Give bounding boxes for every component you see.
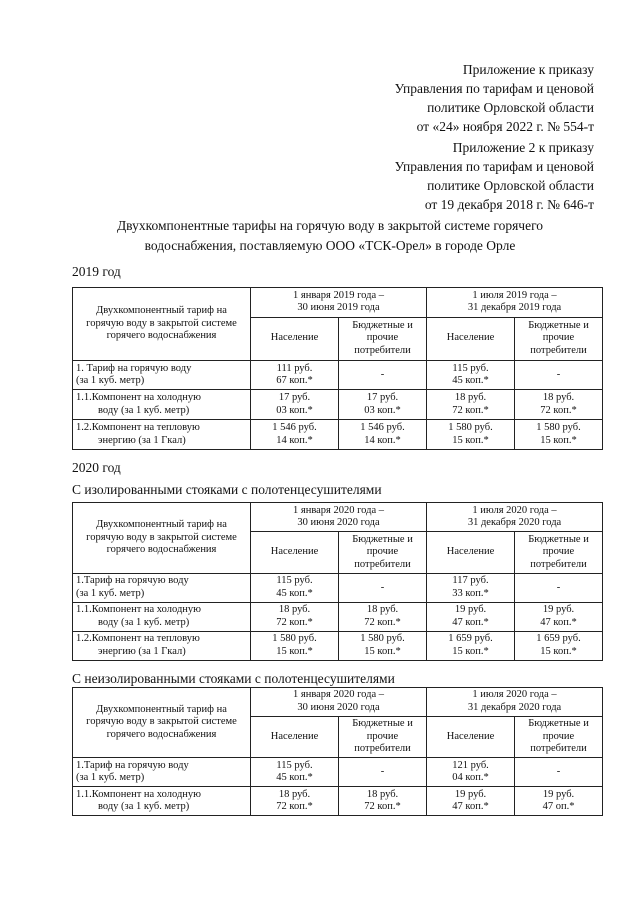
- period-1-header: [251, 288, 427, 318]
- value-line: 18 руб.: [454, 392, 487, 404]
- tariff-value-cell: [339, 573, 427, 602]
- value-line: -: [380, 581, 385, 593]
- value-line: 1 580 руб.: [448, 422, 493, 434]
- value-line: 19 руб.: [542, 788, 575, 800]
- tariff-value-cell: [515, 420, 603, 450]
- table-row: [73, 390, 603, 420]
- tariff-value-cell: [427, 360, 515, 390]
- table-row: [73, 758, 603, 787]
- tariff-value-cell: [427, 420, 515, 450]
- table-row: [73, 360, 603, 390]
- value-line: -: [380, 766, 385, 778]
- value-line: 15 коп.*: [540, 434, 577, 446]
- tariff-value-cell: [515, 787, 603, 816]
- value-line: 19 руб.: [454, 788, 487, 800]
- value-line: 67 коп.*: [276, 375, 313, 387]
- label-line: воду (за 1 куб. метр): [98, 616, 190, 628]
- tariff-value-cell: [251, 360, 339, 390]
- budget-consumers-column-header: [339, 317, 427, 360]
- label-line: энергию (за 1 Гкал): [98, 645, 186, 657]
- tariff-row-label: [73, 602, 251, 631]
- label-line: 1.1.Компонент на холодную: [76, 788, 202, 800]
- value-line: 18 руб.: [366, 604, 399, 616]
- period-line: 30 июня 2020 года: [297, 701, 380, 713]
- label-line: 1.1.Компонент на холодную: [76, 392, 202, 404]
- period-line: 1 января 2020 года –: [293, 504, 385, 516]
- budget-consumers-column-header: [515, 716, 603, 758]
- tariff-value-cell: [339, 390, 427, 420]
- value-line: 15 коп.*: [276, 645, 313, 657]
- period-line: 1 июля 2020 года –: [472, 504, 557, 516]
- year-2019-heading: 2019 год: [72, 264, 121, 279]
- tariff-value-cell: [251, 758, 339, 787]
- value-line: 33 коп.*: [452, 587, 489, 599]
- tariff-value-cell: [427, 787, 515, 816]
- population-column-header: Население: [251, 317, 339, 360]
- value-line: 18 руб.: [366, 788, 399, 800]
- header-line: Бюджетные и: [528, 319, 589, 331]
- value-line: -: [556, 368, 561, 380]
- period-line: 1 июля 2020 года –: [472, 689, 557, 701]
- tariff-value-cell: [427, 573, 515, 602]
- header-line: потребители: [530, 743, 587, 755]
- tariff-value-cell: [515, 758, 603, 787]
- document-title: [60, 216, 600, 256]
- tariff-row-label: [73, 787, 251, 816]
- table-header-row: [73, 503, 603, 532]
- header-line: потребители: [530, 344, 587, 356]
- tariff-value-cell: [251, 390, 339, 420]
- appendix-2-header: [395, 138, 594, 214]
- label-line: воду (за 1 куб. метр): [98, 801, 190, 813]
- period-2-header: [427, 503, 603, 532]
- population-column-header: Население: [251, 532, 339, 574]
- value-line: 47 коп.*: [452, 801, 489, 813]
- header-line: Управления по тарифам и ценовой: [394, 81, 594, 96]
- value-line: 14 коп.*: [276, 434, 313, 446]
- header-line: Управления по тарифам и ценовой: [394, 159, 594, 174]
- table-header-row: [73, 688, 603, 717]
- period-1-header: [251, 688, 427, 717]
- value-line: 15 коп.*: [452, 645, 489, 657]
- table-row: [73, 573, 603, 602]
- header-line: политике Орловской области: [427, 100, 594, 115]
- value-line: 1 546 руб.: [272, 422, 317, 434]
- value-line: 04 коп.*: [452, 772, 489, 784]
- tariff-row-label: [73, 420, 251, 450]
- tariff-value-cell: [339, 360, 427, 390]
- budget-consumers-column-header: [339, 716, 427, 758]
- header-line: прочие: [366, 730, 399, 742]
- header-line: Бюджетные и: [352, 319, 413, 331]
- nonisolated-risers-heading: С неизолированными стояками с полотенцесушителями: [72, 671, 395, 686]
- header-line: от «24» ноября 2022 г. № 554-т: [416, 119, 594, 134]
- value-line: 47 оп.*: [542, 801, 575, 813]
- value-line: 03 коп.*: [276, 404, 313, 416]
- value-line: 1 580 руб.: [360, 633, 405, 645]
- value-line: 45 коп.*: [276, 587, 313, 599]
- table-row: [73, 631, 603, 660]
- tariff-table-2020-isolated: [72, 502, 603, 661]
- period-line: 1 июля 2019 года –: [472, 289, 557, 301]
- tariff-value-cell: [339, 420, 427, 450]
- tariff-table-2019: [72, 287, 603, 450]
- value-line: 18 руб.: [542, 392, 575, 404]
- value-line: 45 коп.*: [452, 375, 489, 387]
- value-line: 17 руб.: [278, 392, 311, 404]
- value-line: 15 коп.*: [364, 645, 401, 657]
- tariff-value-cell: [515, 602, 603, 631]
- period-line: 30 июня 2019 года: [297, 302, 380, 314]
- tariff-value-cell: [251, 420, 339, 450]
- header-line: прочие: [366, 546, 399, 558]
- table-row: [73, 602, 603, 631]
- population-column-header: Население: [251, 716, 339, 758]
- tariff-value-cell: [427, 758, 515, 787]
- tariff-value-cell: [515, 390, 603, 420]
- header-line: потребители: [354, 558, 411, 570]
- value-line: -: [380, 368, 385, 380]
- tariff-name-header: Двухкомпонентный тариф на горячую воду в закрытой системе горячего водоснабжения: [73, 688, 251, 758]
- tariff-row-label: [73, 360, 251, 390]
- value-line: 72 коп.*: [364, 616, 401, 628]
- tariff-value-cell: [427, 390, 515, 420]
- value-line: -: [556, 581, 561, 593]
- value-line: 15 коп.*: [540, 645, 577, 657]
- isolated-risers-heading: С изолированными стояками с полотенцесушителями: [72, 482, 382, 497]
- value-line: 72 коп.*: [276, 801, 313, 813]
- value-line: 19 руб.: [542, 604, 575, 616]
- tariff-value-cell: [251, 602, 339, 631]
- value-line: 14 коп.*: [364, 434, 401, 446]
- header-line: потребители: [354, 743, 411, 755]
- header-line: Приложение к приказу: [462, 62, 594, 77]
- value-line: 121 руб.: [452, 759, 489, 771]
- tariff-name-header: Двухкомпонентный тариф на горячую воду в закрытой системе горячего водоснабжения: [73, 503, 251, 574]
- value-line: 115 руб.: [276, 759, 313, 771]
- value-line: 03 коп.*: [364, 404, 401, 416]
- label-line: 1.1.Компонент на холодную: [76, 604, 202, 616]
- value-line: 72 коп.*: [540, 404, 577, 416]
- tariff-value-cell: [427, 631, 515, 660]
- value-line: 47 коп.*: [452, 616, 489, 628]
- period-line: 31 декабря 2019 года: [467, 302, 562, 314]
- value-line: 1 659 руб.: [536, 633, 581, 645]
- period-line: 31 декабря 2020 года: [467, 517, 562, 528]
- period-line: 1 января 2019 года –: [293, 289, 385, 301]
- header-line: Приложение 2 к приказу: [452, 140, 594, 155]
- header-line: политике Орловской области: [427, 178, 594, 193]
- header-line: от 19 декабря 2018 г. № 646-т: [424, 197, 594, 212]
- value-line: 111 руб.: [276, 362, 313, 374]
- tariff-value-cell: [339, 758, 427, 787]
- value-line: 72 коп.*: [276, 616, 313, 628]
- tariff-value-cell: [251, 787, 339, 816]
- value-line: 72 коп.*: [364, 801, 401, 813]
- label-line: 1.Тариф на горячую воду: [76, 575, 189, 587]
- label-line: 1.2.Компонент на тепловую: [76, 422, 200, 434]
- table-row: [73, 787, 603, 816]
- period-1-header: [251, 503, 427, 532]
- tariff-value-cell: [251, 573, 339, 602]
- label-line: 1.Тариф на горячую воду: [76, 759, 189, 771]
- value-line: 1 546 руб.: [360, 422, 405, 434]
- tariff-value-cell: [339, 602, 427, 631]
- label-line: 1. Тариф на горячую воду: [76, 362, 192, 374]
- header-line: Бюджетные и: [352, 718, 413, 730]
- header-line: потребители: [354, 344, 411, 356]
- period-line: 30 июня 2020 года: [297, 517, 380, 528]
- tariff-name-header: Двухкомпонентный тариф на горячую воду в закрытой системе горячего водоснабжения: [73, 288, 251, 361]
- period-2-header: [427, 288, 603, 318]
- value-line: 1 580 руб.: [536, 422, 581, 434]
- tariff-value-cell: [515, 360, 603, 390]
- value-line: 18 руб.: [278, 788, 311, 800]
- tariff-row-label: [73, 631, 251, 660]
- budget-consumers-column-header: [515, 317, 603, 360]
- title-line: Двухкомпонентные тарифы на горячую воду в закрытой системе горячего: [116, 218, 544, 233]
- tariff-value-cell: [427, 602, 515, 631]
- population-column-header: Население: [427, 716, 515, 758]
- value-line: 117 руб.: [452, 575, 489, 587]
- header-line: прочие: [542, 730, 575, 742]
- label-line: 1.2.Компонент на тепловую: [76, 633, 200, 645]
- table-header-row: [73, 288, 603, 318]
- tariff-value-cell: [251, 631, 339, 660]
- value-line: -: [556, 766, 561, 778]
- tariff-value-cell: [515, 631, 603, 660]
- value-line: 45 коп.*: [276, 772, 313, 784]
- header-line: Бюджетные и: [528, 718, 589, 730]
- tariff-value-cell: [515, 573, 603, 602]
- value-line: 115 руб.: [452, 362, 489, 374]
- period-2-header: [427, 688, 603, 717]
- population-column-header: Население: [427, 532, 515, 574]
- value-line: 18 руб.: [278, 604, 311, 616]
- label-line: (за 1 куб. метр): [76, 375, 145, 387]
- header-line: прочие: [542, 546, 575, 558]
- tariff-table-2020-nonisolated: [72, 687, 603, 816]
- value-line: 1 580 руб.: [272, 633, 317, 645]
- header-line: потребители: [530, 558, 587, 570]
- period-line: 31 декабря 2020 года: [467, 701, 562, 713]
- value-line: 47 коп.*: [540, 616, 577, 628]
- value-line: 19 руб.: [454, 604, 487, 616]
- value-line: 17 руб.: [366, 392, 399, 404]
- value-line: 1 659 руб.: [448, 633, 493, 645]
- tariff-row-label: [73, 758, 251, 787]
- header-line: прочие: [542, 332, 575, 344]
- title-line: водоснабжения, поставляемую ООО «ТСК-Орел» в городе Орле: [144, 238, 516, 253]
- label-line: энергию (за 1 Гкал): [98, 434, 186, 446]
- header-line: Бюджетные и: [528, 533, 589, 545]
- period-line: 1 января 2020 года –: [293, 689, 385, 701]
- tariff-row-label: [73, 390, 251, 420]
- header-line: прочие: [366, 332, 399, 344]
- value-line: 72 коп.*: [452, 404, 489, 416]
- budget-consumers-column-header: [339, 532, 427, 574]
- value-line: 115 руб.: [276, 575, 313, 587]
- label-line: (за 1 куб. метр): [76, 587, 145, 599]
- tariff-value-cell: [339, 631, 427, 660]
- header-line: Бюджетные и: [352, 533, 413, 545]
- tariff-row-label: [73, 573, 251, 602]
- value-line: 15 коп.*: [452, 434, 489, 446]
- budget-consumers-column-header: [515, 532, 603, 574]
- table-row: [73, 420, 603, 450]
- tariff-value-cell: [339, 787, 427, 816]
- appendix-header: [395, 60, 594, 136]
- label-line: (за 1 куб. метр): [76, 772, 145, 784]
- label-line: воду (за 1 куб. метр): [98, 404, 190, 416]
- population-column-header: Население: [427, 317, 515, 360]
- year-2020-heading: 2020 год: [72, 460, 121, 475]
